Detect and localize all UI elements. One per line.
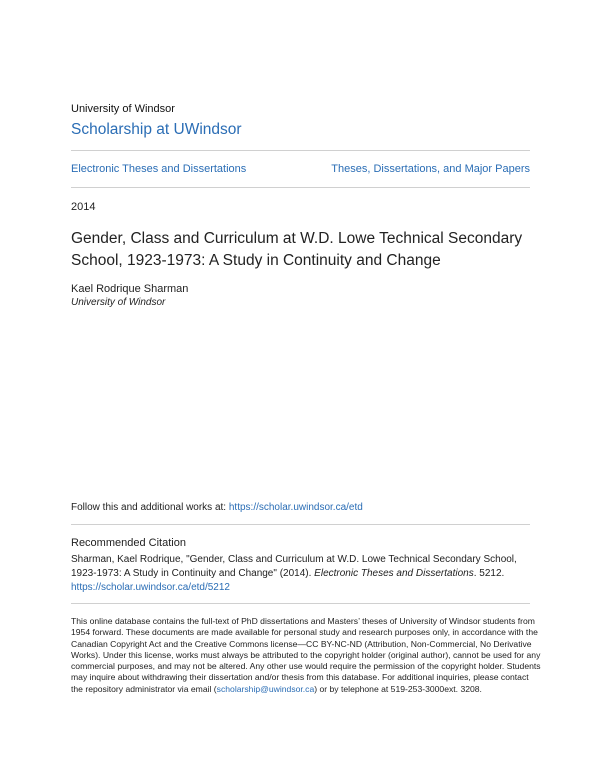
citation-divider xyxy=(71,603,530,604)
follow-divider xyxy=(71,524,530,525)
author-name: Kael Rodrique Sharman xyxy=(71,283,189,295)
publication-year: 2014 xyxy=(71,201,96,213)
follow-text: Follow this and additional works at: xyxy=(71,502,229,513)
collection-link-theses[interactable]: Theses, Dissertations, and Major Papers xyxy=(331,163,530,175)
citation-number: . 5212. xyxy=(473,568,505,579)
collections-divider xyxy=(71,187,530,188)
citation-series: Electronic Theses and Dissertations xyxy=(314,568,474,579)
follow-link[interactable]: https://scholar.uwindsor.ca/etd xyxy=(228,502,363,513)
citation-link[interactable]: https://scholar.uwindsor.ca/etd/5212 xyxy=(71,582,230,593)
email-link[interactable]: scholarship@uwindsor.ca xyxy=(216,683,315,694)
author-affiliation: University of Windsor xyxy=(71,297,166,308)
follow-line xyxy=(71,502,363,513)
rights-notice xyxy=(71,616,541,695)
repository-link[interactable]: Scholarship at UWindsor xyxy=(71,121,242,138)
header-divider xyxy=(71,150,530,151)
institution-name: University of Windsor xyxy=(71,103,175,115)
citation-block xyxy=(71,553,541,595)
citation-heading: Recommended Citation xyxy=(71,537,186,549)
collection-link-etd[interactable]: Electronic Theses and Dissertations xyxy=(71,163,247,175)
notice-text: This online database contains the full-text of PhD dissertations and Masters’ theses of University of Windsor students from 1954 forward. These documents are made available for personal study and research purposes only, in accordance with the Canadian Copyright Act and the Creative Commons license—CC BY-NC-ND (Attribution, Non-Commercial, No Derivative Works). Under this license, works must always be attributed to the copyright holder (original author), cannot be used for any commercial purposes, and may not be altered. Any other use would require the permission of the copyright holder. Students may inquire about withdrawing their dissertation and/or thesis from this database. For additional inquiries, please contact the repository administrator via email ( xyxy=(71,616,541,694)
citation-text: Sharman, Kael Rodrique, "Gender, Class and Curriculum at W.D. Lowe Technical Secondary School, 1923-1973: A Study in Continuity and Change" (2014). xyxy=(71,554,517,579)
document-title: Gender, Class and Curriculum at W.D. Lowe Technical Secondary School, 1923-1973: A Study in Continuity and Change xyxy=(71,230,523,269)
notice-tail: ) or by telephone at 519-253-3000ext. 3208. xyxy=(314,683,482,694)
